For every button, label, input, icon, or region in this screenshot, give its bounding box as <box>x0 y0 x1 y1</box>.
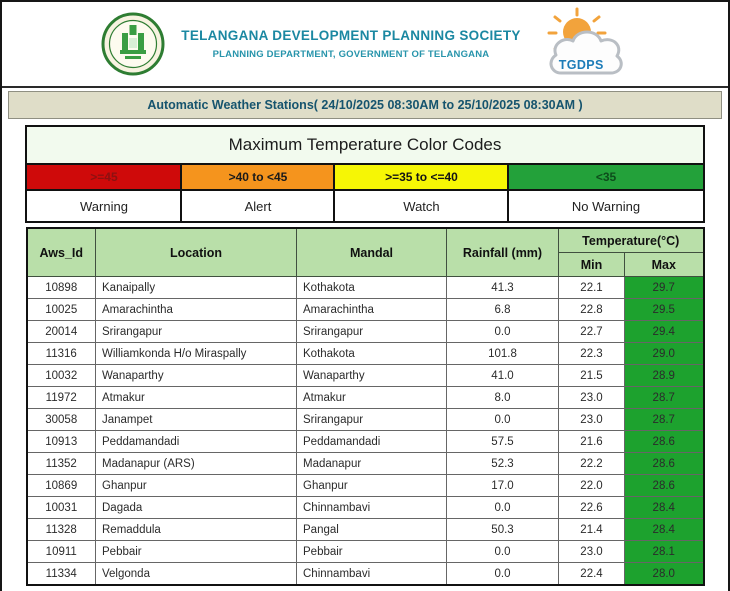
max-temp-cell: 29.4 <box>625 321 704 343</box>
table-row <box>27 431 704 453</box>
table-row <box>27 453 704 475</box>
aws-id-cell: 10913 <box>27 431 96 453</box>
mandal-cell: Srirangapur <box>297 409 447 431</box>
rainfall-cell: 0.0 <box>447 409 559 431</box>
range-warning: >=45 <box>26 164 181 190</box>
min-temp-cell: 22.7 <box>559 321 625 343</box>
label-alert: Alert <box>181 190 334 222</box>
col-header-mandal: Mandal <box>297 228 447 277</box>
col-header-location: Location <box>96 228 297 277</box>
rainfall-cell: 57.5 <box>447 431 559 453</box>
table-row <box>27 321 704 343</box>
range-no-warning: <35 <box>508 164 703 190</box>
table-row <box>27 541 704 563</box>
table-row <box>27 277 704 299</box>
aws-report-period-bar <box>8 91 722 119</box>
min-temp-cell: 22.2 <box>559 453 625 475</box>
range-watch: >=35 to <=40 <box>334 164 508 190</box>
table-row <box>27 475 704 497</box>
label-warning: Warning <box>26 190 181 222</box>
max-temp-cell: 29.7 <box>625 277 704 299</box>
mandal-cell: Peddamandadi <box>297 431 447 453</box>
range-alert: >40 to <45 <box>181 164 334 190</box>
mandal-cell: Madanapur <box>297 453 447 475</box>
location-cell: Williamkonda H/o Miraspally <box>96 343 297 365</box>
location-cell: Amarachintha <box>96 299 297 321</box>
mandal-cell: Pangal <box>297 519 447 541</box>
table-row <box>27 343 704 365</box>
location-cell: Ghanpur <box>96 475 297 497</box>
max-temp-cell: 28.4 <box>625 497 704 519</box>
aws-id-cell: 11972 <box>27 387 96 409</box>
max-temp-cell: 28.6 <box>625 475 704 497</box>
location-cell: Kanaipally <box>96 277 297 299</box>
rainfall-cell: 52.3 <box>447 453 559 475</box>
location-cell: Wanaparthy <box>96 365 297 387</box>
mandal-cell: Amarachintha <box>297 299 447 321</box>
min-temp-cell: 22.8 <box>559 299 625 321</box>
rainfall-cell: 41.0 <box>447 365 559 387</box>
tgdps-logo <box>537 7 629 81</box>
min-temp-cell: 23.0 <box>559 409 625 431</box>
telangana-government-seal-icon <box>101 12 165 76</box>
location-cell: Madanapur (ARS) <box>96 453 297 475</box>
rainfall-cell: 0.0 <box>447 497 559 519</box>
max-temp-cell: 29.5 <box>625 299 704 321</box>
aws-id-cell: 11352 <box>27 453 96 475</box>
min-temp-cell: 21.4 <box>559 519 625 541</box>
label-no-warning: No Warning <box>508 190 703 222</box>
page-title: TELANGANA DEVELOPMENT PLANNING SOCIETY <box>181 28 521 43</box>
table-row <box>27 409 704 431</box>
min-temp-cell: 22.6 <box>559 497 625 519</box>
aws-id-cell: 20014 <box>27 321 96 343</box>
mandal-cell: Atmakur <box>297 387 447 409</box>
location-cell: Remaddula <box>96 519 297 541</box>
aws-id-cell: 10025 <box>27 299 96 321</box>
table-row <box>27 519 704 541</box>
rainfall-cell: 101.8 <box>447 343 559 365</box>
min-temp-cell: 22.3 <box>559 343 625 365</box>
page-subtitle: PLANNING DEPARTMENT, GOVERNMENT OF TELANGANA <box>212 49 490 60</box>
max-temp-cell: 28.4 <box>625 519 704 541</box>
aws-report-period-text: Automatic Weather Stations( 24/10/2025 08:30AM to 25/10/2025 08:30AM ) <box>147 98 583 112</box>
mandal-cell: Chinnambavi <box>297 563 447 586</box>
mandal-cell: Wanaparthy <box>297 365 447 387</box>
max-temp-cell: 28.7 <box>625 387 704 409</box>
mandal-cell: Ghanpur <box>297 475 447 497</box>
aws-id-cell: 11328 <box>27 519 96 541</box>
min-temp-cell: 23.0 <box>559 541 625 563</box>
max-temp-cell: 28.0 <box>625 563 704 586</box>
rainfall-cell: 8.0 <box>447 387 559 409</box>
aws-id-cell: 11316 <box>27 343 96 365</box>
color-codes-range-row <box>26 164 703 190</box>
aws-id-cell: 10898 <box>27 277 96 299</box>
max-temp-cell: 29.0 <box>625 343 704 365</box>
mandal-cell: Pebbair <box>297 541 447 563</box>
max-temp-cell: 28.9 <box>625 365 704 387</box>
rainfall-cell: 6.8 <box>447 299 559 321</box>
mandal-cell: Kothakota <box>297 343 447 365</box>
label-watch: Watch <box>334 190 508 222</box>
color-codes-panel <box>25 125 704 223</box>
aws-id-cell: 10911 <box>27 541 96 563</box>
col-header-max: Max <box>625 253 704 277</box>
rainfall-cell: 17.0 <box>447 475 559 497</box>
mandal-cell: Chinnambavi <box>297 497 447 519</box>
location-cell: Pebbair <box>96 541 297 563</box>
min-temp-cell: 22.4 <box>559 563 625 586</box>
max-temp-cell: 28.6 <box>625 431 704 453</box>
location-cell: Dagada <box>96 497 297 519</box>
rainfall-cell: 41.3 <box>447 277 559 299</box>
color-codes-label-row <box>26 190 703 222</box>
location-cell: Atmakur <box>96 387 297 409</box>
color-codes-title: Maximum Temperature Color Codes <box>26 126 703 164</box>
table-row <box>27 365 704 387</box>
rainfall-cell: 0.0 <box>447 563 559 586</box>
masthead-titles <box>177 28 524 60</box>
location-cell: Peddamandadi <box>96 431 297 453</box>
aws-id-cell: 10031 <box>27 497 96 519</box>
max-temp-cell: 28.6 <box>625 453 704 475</box>
table-row <box>27 563 704 586</box>
aws-id-cell: 10869 <box>27 475 96 497</box>
min-temp-cell: 21.5 <box>559 365 625 387</box>
aws-data-table <box>26 227 705 586</box>
min-temp-cell: 21.6 <box>559 431 625 453</box>
col-header-min: Min <box>559 253 625 277</box>
rainfall-cell: 0.0 <box>447 321 559 343</box>
aws-id-cell: 11334 <box>27 563 96 586</box>
location-cell: Velgonda <box>96 563 297 586</box>
col-header-temperature: Temperature(°C) <box>559 228 704 253</box>
max-temp-cell: 28.1 <box>625 541 704 563</box>
tgdps-label: TGDPS <box>558 58 604 72</box>
mandal-cell: Srirangapur <box>297 321 447 343</box>
mandal-cell: Kothakota <box>297 277 447 299</box>
aws-id-cell: 10032 <box>27 365 96 387</box>
rainfall-cell: 0.0 <box>447 541 559 563</box>
rainfall-cell: 50.3 <box>447 519 559 541</box>
location-cell: Janampet <box>96 409 297 431</box>
location-cell: Srirangapur <box>96 321 297 343</box>
min-temp-cell: 22.1 <box>559 277 625 299</box>
table-row <box>27 497 704 519</box>
col-header-aws-id: Aws_Id <box>27 228 96 277</box>
min-temp-cell: 22.0 <box>559 475 625 497</box>
masthead <box>2 2 728 88</box>
table-row <box>27 299 704 321</box>
max-temp-cell: 28.7 <box>625 409 704 431</box>
aws-id-cell: 30058 <box>27 409 96 431</box>
table-row <box>27 387 704 409</box>
min-temp-cell: 23.0 <box>559 387 625 409</box>
col-header-rainfall: Rainfall (mm) <box>447 228 559 277</box>
